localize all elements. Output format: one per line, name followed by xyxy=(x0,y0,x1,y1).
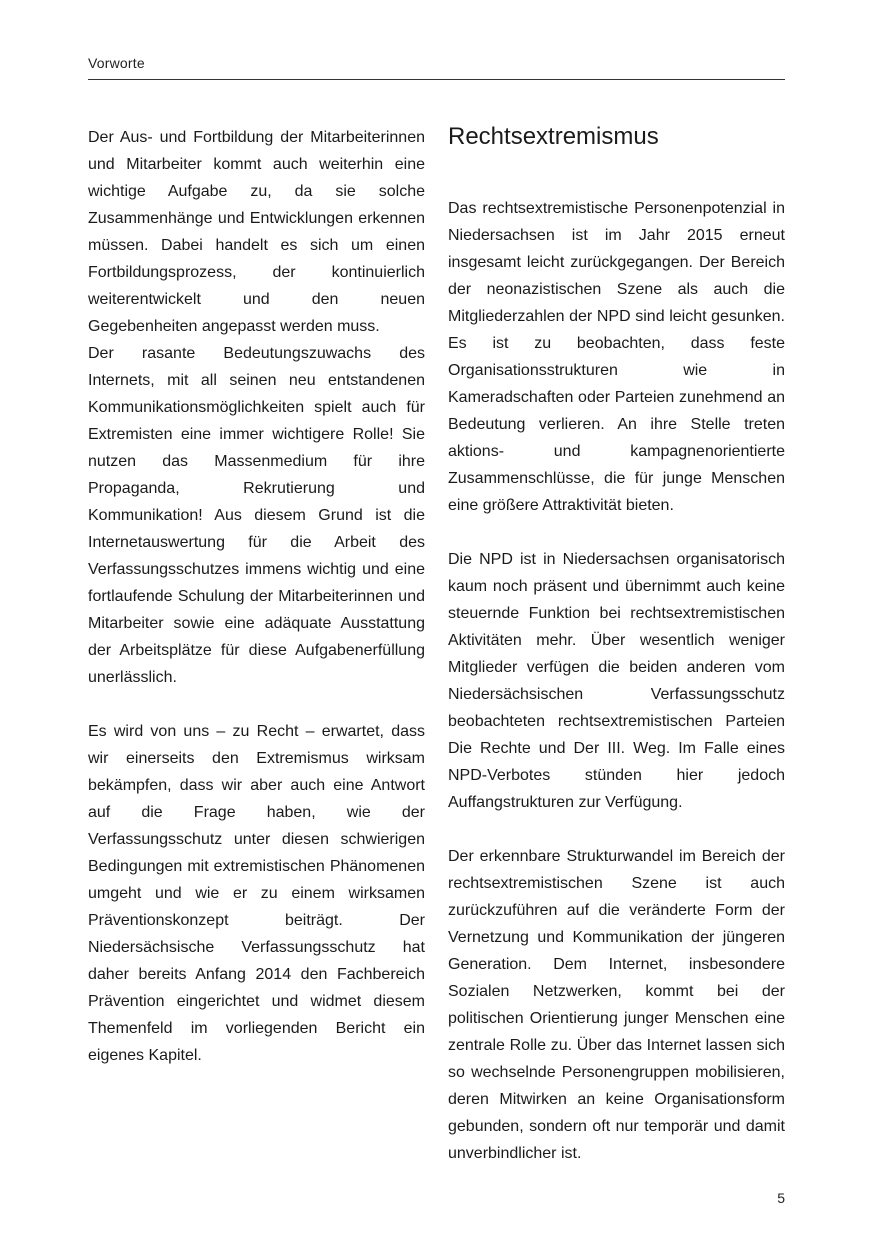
right-column xyxy=(448,122,785,1167)
paragraph: Die NPD ist in Niedersachsen organisatorisch kaum noch präsent und übernimmt auch keine steuernde Funktion bei rechtsextremistischen Aktivitäten mehr. Über wesentlich weniger Mitglieder verfügen die beiden anderen vom Niedersächsischen Verfassungsschutz beobachteten rechtsextremistischen Parteien Die Rechte und Der III. Weg. Im Falle eines NPD-Verbotes stünden hier jedoch Auffangstrukturen zur Verfügung. xyxy=(448,551,785,811)
header-rule xyxy=(88,79,785,80)
paragraph: Der rasante Bedeutungszuwachs des Internets, mit all seinen neu entstandenen Kommunikationsmöglichkeiten spielt auch für Extremisten eine immer wichtigere Rolle! Sie nutzen das Massenmedium für ihre Propaganda, Rekrutierung und Kommunikation! Aus diesem Grund ist die Internetauswertung für die Arbeit des Verfassungsschutzes immens wichtig und eine fortlaufende Schulung der Mitarbeiterinnen und Mitarbeiter sowie eine adäquate Ausstattung der Arbeitsplätze für diese Aufgabenerfüllung unerlässlich. xyxy=(88,345,425,686)
paragraph: Der Aus- und Fortbildung der Mitarbeiterinnen und Mitarbeiter kommt auch weiterhin eine wichtige Aufgabe zu, da sie solche Zusammenhänge und Entwicklungen erkennen müssen. Dabei handelt es sich um einen Fortbildungsprozess, der kontinuierlich weiterentwickelt und den neuen Gegebenheiten angepasst werden muss. xyxy=(88,129,425,335)
running-head-title: Vorworte xyxy=(88,55,145,71)
page-number: 5 xyxy=(777,1190,785,1206)
section-heading: Rechtsextremismus xyxy=(448,123,659,150)
paragraph: Der erkennbare Strukturwandel im Bereich der rechtsextremistischen Szene ist auch zurückzuführen auf die veränderte Form der Vernetzung und Kommunikation der jüngeren Generation. Dem Internet, insbesondere Sozialen Netzwerken, kommt bei der politischen Orientierung junger Menschen eine zentrale Rolle zu. Über das Internet lassen sich so wechselnde Personengruppen mobilisieren, deren Mitwirken an keine Organisationsform gebunden, sondern oft nur temporär und damit unverbindlicher ist. xyxy=(448,848,785,1162)
paragraph: Das rechtsextremistische Personenpotenzial in Niedersachsen ist im Jahr 2015 erneut insgesamt leicht zurückgegangen. Der Bereich der neonazistischen Szene als auch die Mitgliederzahlen der NPD sind leicht gesunken. Es ist zu beobachten, dass feste Organisationsstrukturen wie in Kameradschaften oder Parteien zunehmend an Bedeutung verlieren. An ihre Stelle treten aktions- und kampagnenorientierte Zusammenschlüsse, die für junge Menschen eine größere Attraktivität bieten. xyxy=(448,200,785,514)
left-column xyxy=(88,124,425,1069)
paragraph: Es wird von uns – zu Recht – erwartet, dass wir einerseits den Extremismus wirksam bekämpfen, dass wir aber auch eine Antwort auf die Frage haben, wie der Verfassungsschutz unter diesen schwierigen Bedingungen mit extremistischen Phänomenen umgeht und wie er zu einem wirksamen Präventionskonzept beiträgt. Der Niedersächsische Verfassungsschutz hat daher bereits Anfang 2014 den Fachbereich Prävention eingerichtet und widmet diesem Themenfeld im vorliegenden Bericht ein eigenes Kapitel. xyxy=(88,723,425,1064)
